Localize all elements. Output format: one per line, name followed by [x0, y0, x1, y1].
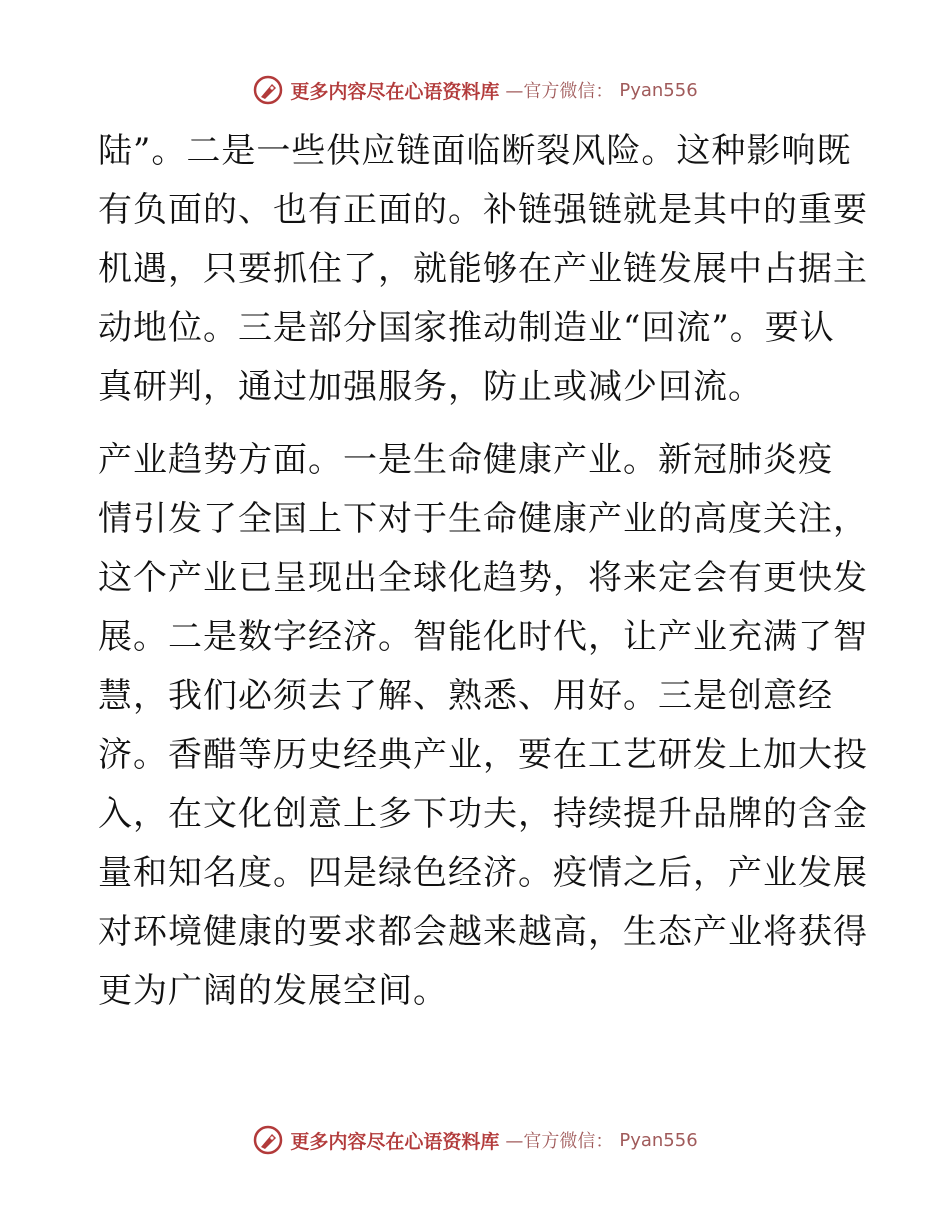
text-line: 慧，我们必须去了解、熟悉、用好。三是创意经 — [98, 676, 833, 716]
text-line: 更为广阔的发展空间。 — [98, 971, 448, 1011]
paragraph-spacer — [98, 417, 858, 431]
text-line: 这个产业已呈现出全球化趋势，将来定会有更快发 — [98, 558, 868, 598]
text-line: 有负面的、也有正面的。补链强链就是其中的重要 — [98, 190, 868, 230]
pen-nib-logo-icon — [252, 74, 284, 106]
document-body — [98, 122, 868, 1021]
footer-brand-text: 更多内容尽在心语资料库 — [290, 1130, 500, 1153]
text-line: 入，在文化创意上多下功夫，持续提升品牌的含金 — [98, 794, 868, 834]
text-line: 济。香醋等历史经典产业，要在工艺研发上加大投 — [98, 735, 868, 775]
header-contact-text: Pyan556 — [619, 79, 698, 101]
text-line: 动地位。三是部分国家推动制造业“回流”。要认 — [98, 308, 835, 348]
footer-separator-text: —官方微信： — [505, 1131, 614, 1152]
paragraph-2 — [98, 431, 868, 1021]
header-separator-text: —官方微信： — [505, 81, 614, 102]
text-line: 展。二是数字经济。智能化时代，让产业充满了智 — [98, 617, 868, 657]
text-line: 陆”。二是一些供应链面临断裂风险。这种影响既 — [98, 131, 852, 171]
text-line: 机遇，只要抓住了，就能够在产业链发展中占据主 — [98, 249, 868, 289]
pen-nib-logo-icon — [252, 1124, 284, 1156]
text-line: 产业趋势方面。一是生命健康产业。新冠肺炎疫 — [98, 440, 833, 480]
text-line: 真研判，通过加强服务，防止或减少回流。 — [98, 367, 763, 407]
text-line: 量和知名度。四是绿色经济。疫情之后，产业发展 — [98, 853, 868, 893]
footer-contact-text: Pyan556 — [619, 1129, 698, 1151]
text-line: 对环境健康的要求都会越来越高，生态产业将获得 — [98, 912, 868, 952]
paragraph-1 — [98, 122, 868, 417]
header-brand-text: 更多内容尽在心语资料库 — [290, 80, 500, 103]
footer-banner — [0, 1120, 950, 1160]
text-line: 情引发了全国上下对于生命健康产业的高度关注， — [98, 499, 868, 539]
header-banner — [0, 70, 950, 110]
